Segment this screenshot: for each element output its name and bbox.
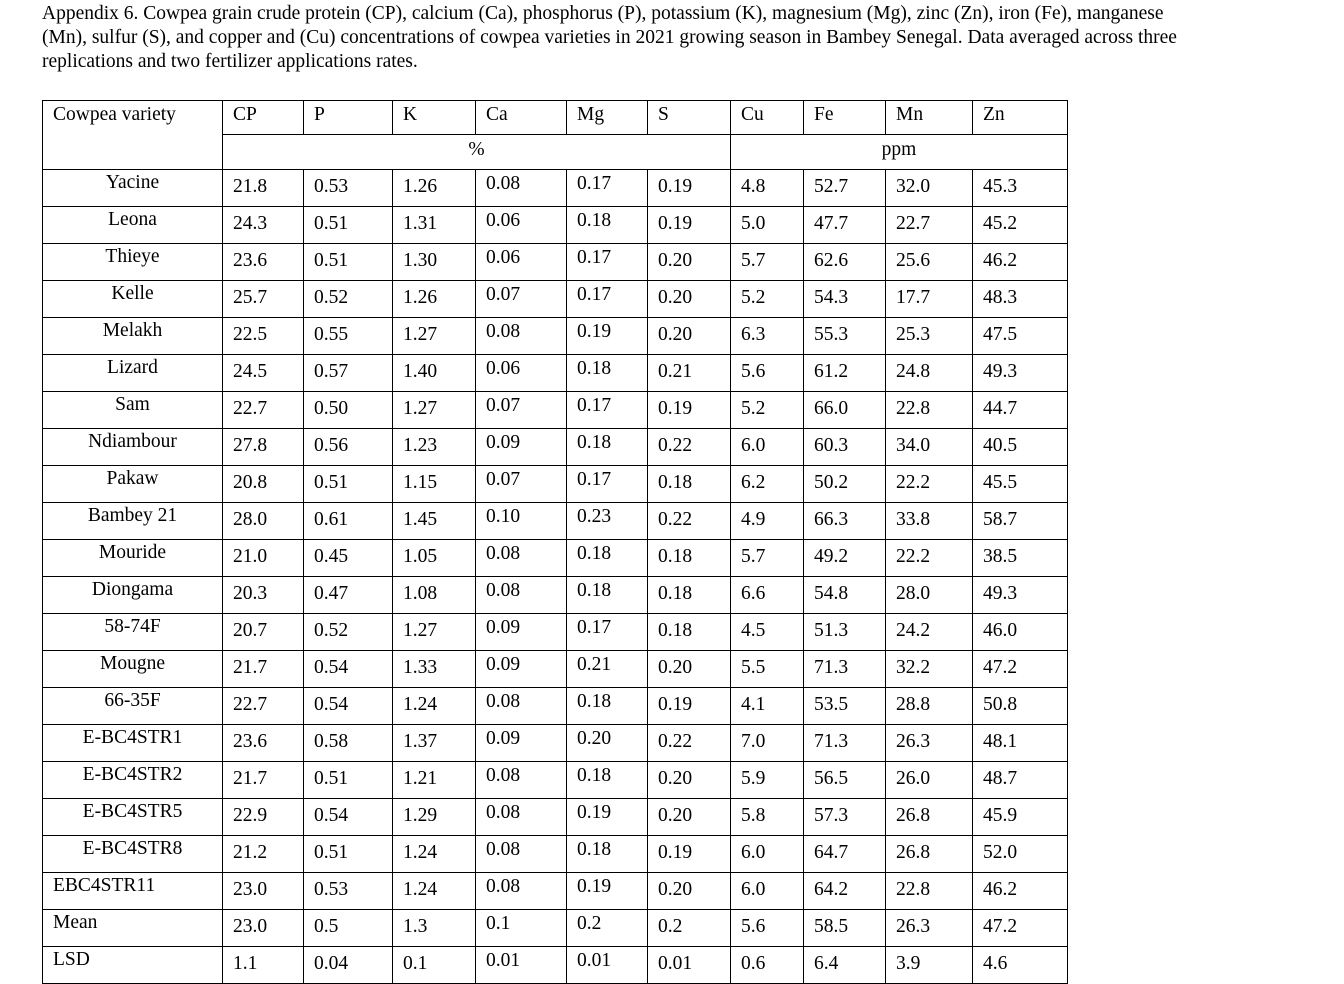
variety-cell: LSD xyxy=(43,947,223,984)
value-cell: 23.0 xyxy=(223,873,304,910)
value-cell: 0.08 xyxy=(476,799,567,836)
value-cell: 57.3 xyxy=(804,799,886,836)
value-cell: 22.5 xyxy=(223,318,304,355)
value-cell: 58.5 xyxy=(804,910,886,947)
table-row xyxy=(43,318,1068,355)
header-row xyxy=(43,101,1068,135)
value-cell: 0.22 xyxy=(648,503,731,540)
value-cell: 0.18 xyxy=(567,762,648,799)
value-cell: 25.3 xyxy=(886,318,973,355)
value-cell: 24.3 xyxy=(223,207,304,244)
table-row xyxy=(43,429,1068,466)
value-cell: 6.0 xyxy=(731,429,804,466)
variety-cell: Melakh xyxy=(43,318,223,355)
value-cell: 46.2 xyxy=(973,244,1068,281)
value-cell: 0.54 xyxy=(304,688,393,725)
value-cell: 0.17 xyxy=(567,614,648,651)
value-cell: 26.3 xyxy=(886,725,973,762)
value-cell: 0.18 xyxy=(567,207,648,244)
value-cell: 23.0 xyxy=(223,910,304,947)
value-cell: 21.0 xyxy=(223,540,304,577)
value-cell: 3.9 xyxy=(886,947,973,984)
table-row xyxy=(43,799,1068,836)
value-cell: 0.17 xyxy=(567,244,648,281)
value-cell: 0.17 xyxy=(567,392,648,429)
table-row xyxy=(43,651,1068,688)
value-cell: 56.5 xyxy=(804,762,886,799)
value-cell: 5.2 xyxy=(731,392,804,429)
value-cell: 1.30 xyxy=(393,244,476,281)
value-cell: 5.2 xyxy=(731,281,804,318)
value-cell: 52.7 xyxy=(804,170,886,207)
value-cell: 0.54 xyxy=(304,651,393,688)
variety-cell: Sam xyxy=(43,392,223,429)
value-cell: 51.3 xyxy=(804,614,886,651)
value-cell: 1.29 xyxy=(393,799,476,836)
value-cell: 0.19 xyxy=(648,836,731,873)
value-cell: 0.18 xyxy=(567,355,648,392)
value-cell: 0.20 xyxy=(648,244,731,281)
value-cell: 0.47 xyxy=(304,577,393,614)
column-header: Cu xyxy=(731,101,804,135)
variety-cell: EBC4STR11 xyxy=(43,873,223,910)
value-cell: 46.2 xyxy=(973,873,1068,910)
table-row xyxy=(43,873,1068,910)
table-row xyxy=(43,244,1068,281)
value-cell: 32.2 xyxy=(886,651,973,688)
value-cell: 5.8 xyxy=(731,799,804,836)
value-cell: 0.1 xyxy=(476,910,567,947)
value-cell: 60.3 xyxy=(804,429,886,466)
value-cell: 5.6 xyxy=(731,355,804,392)
value-cell: 66.3 xyxy=(804,503,886,540)
value-cell: 47.5 xyxy=(973,318,1068,355)
value-cell: 0.53 xyxy=(304,170,393,207)
value-cell: 22.7 xyxy=(223,392,304,429)
value-cell: 21.7 xyxy=(223,762,304,799)
value-cell: 1.24 xyxy=(393,873,476,910)
value-cell: 45.2 xyxy=(973,207,1068,244)
value-cell: 71.3 xyxy=(804,725,886,762)
value-cell: 1.26 xyxy=(393,170,476,207)
value-cell: 6.6 xyxy=(731,577,804,614)
value-cell: 0.08 xyxy=(476,577,567,614)
variety-cell: E-BC4STR5 xyxy=(43,799,223,836)
value-cell: 47.2 xyxy=(973,651,1068,688)
value-cell: 0.20 xyxy=(648,281,731,318)
value-cell: 0.51 xyxy=(304,207,393,244)
value-cell: 0.07 xyxy=(476,392,567,429)
value-cell: 64.7 xyxy=(804,836,886,873)
value-cell: 45.3 xyxy=(973,170,1068,207)
caption-line-1: Appendix 6. Cowpea grain crude protein (CP), calcium (Ca), phosphorus (P), potassium (K), magnesium (Mg), zinc (Zn), iron (Fe), manganese xyxy=(42,3,1164,24)
value-cell: 38.5 xyxy=(973,540,1068,577)
column-header: Mg xyxy=(567,101,648,135)
value-cell: 0.18 xyxy=(567,836,648,873)
value-cell: 0.07 xyxy=(476,281,567,318)
value-cell: 1.08 xyxy=(393,577,476,614)
value-cell: 45.5 xyxy=(973,466,1068,503)
variety-cell: Mouride xyxy=(43,540,223,577)
value-cell: 1.33 xyxy=(393,651,476,688)
value-cell: 44.7 xyxy=(973,392,1068,429)
value-cell: 33.8 xyxy=(886,503,973,540)
variety-cell: Pakaw xyxy=(43,466,223,503)
value-cell: 22.7 xyxy=(886,207,973,244)
value-cell: 54.3 xyxy=(804,281,886,318)
value-cell: 49.2 xyxy=(804,540,886,577)
value-cell: 0.52 xyxy=(304,281,393,318)
variety-cell: E-BC4STR2 xyxy=(43,762,223,799)
value-cell: 52.0 xyxy=(973,836,1068,873)
value-cell: 0.58 xyxy=(304,725,393,762)
nutrient-table xyxy=(42,100,1068,984)
value-cell: 0.08 xyxy=(476,540,567,577)
value-cell: 26.8 xyxy=(886,799,973,836)
value-cell: 0.08 xyxy=(476,170,567,207)
value-cell: 32.0 xyxy=(886,170,973,207)
value-cell: 0.51 xyxy=(304,244,393,281)
value-cell: 0.1 xyxy=(393,947,476,984)
column-header: Fe xyxy=(804,101,886,135)
value-cell: 5.9 xyxy=(731,762,804,799)
value-cell: 0.51 xyxy=(304,466,393,503)
value-cell: 22.2 xyxy=(886,466,973,503)
value-cell: 6.2 xyxy=(731,466,804,503)
value-cell: 0.08 xyxy=(476,688,567,725)
variety-cell: Mougne xyxy=(43,651,223,688)
value-cell: 0.53 xyxy=(304,873,393,910)
value-cell: 4.6 xyxy=(973,947,1068,984)
table-row xyxy=(43,725,1068,762)
value-cell: 6.4 xyxy=(804,947,886,984)
value-cell: 0.19 xyxy=(567,873,648,910)
value-cell: 5.7 xyxy=(731,540,804,577)
value-cell: 0.09 xyxy=(476,614,567,651)
value-cell: 61.2 xyxy=(804,355,886,392)
value-cell: 53.5 xyxy=(804,688,886,725)
column-header: Cowpea variety xyxy=(43,101,223,170)
value-cell: 23.6 xyxy=(223,244,304,281)
value-cell: 21.2 xyxy=(223,836,304,873)
variety-cell: 66-35F xyxy=(43,688,223,725)
value-cell: 71.3 xyxy=(804,651,886,688)
value-cell: 0.54 xyxy=(304,799,393,836)
value-cell: 0.19 xyxy=(648,170,731,207)
value-cell: 0.08 xyxy=(476,873,567,910)
value-cell: 6.0 xyxy=(731,873,804,910)
table-row xyxy=(43,355,1068,392)
value-cell: 0.51 xyxy=(304,836,393,873)
table-row xyxy=(43,540,1068,577)
value-cell: 48.7 xyxy=(973,762,1068,799)
value-cell: 0.18 xyxy=(567,577,648,614)
value-cell: 0.09 xyxy=(476,651,567,688)
value-cell: 0.51 xyxy=(304,762,393,799)
value-cell: 22.7 xyxy=(223,688,304,725)
variety-cell: Mean xyxy=(43,910,223,947)
column-header: Mn xyxy=(886,101,973,135)
table-row xyxy=(43,577,1068,614)
variety-cell: E-BC4STR8 xyxy=(43,836,223,873)
value-cell: 0.45 xyxy=(304,540,393,577)
value-cell: 0.22 xyxy=(648,429,731,466)
value-cell: 4.9 xyxy=(731,503,804,540)
value-cell: 0.18 xyxy=(567,429,648,466)
value-cell: 1.15 xyxy=(393,466,476,503)
value-cell: 26.3 xyxy=(886,910,973,947)
value-cell: 22.8 xyxy=(886,873,973,910)
value-cell: 34.0 xyxy=(886,429,973,466)
variety-cell: Diongama xyxy=(43,577,223,614)
value-cell: 1.1 xyxy=(223,947,304,984)
value-cell: 28.8 xyxy=(886,688,973,725)
value-cell: 49.3 xyxy=(973,577,1068,614)
value-cell: 20.3 xyxy=(223,577,304,614)
value-cell: 1.45 xyxy=(393,503,476,540)
value-cell: 6.3 xyxy=(731,318,804,355)
value-cell: 1.37 xyxy=(393,725,476,762)
value-cell: 0.50 xyxy=(304,392,393,429)
value-cell: 22.8 xyxy=(886,392,973,429)
table-row xyxy=(43,503,1068,540)
value-cell: 0.55 xyxy=(304,318,393,355)
value-cell: 22.9 xyxy=(223,799,304,836)
variety-cell: Thieye xyxy=(43,244,223,281)
value-cell: 1.3 xyxy=(393,910,476,947)
column-header: CP xyxy=(223,101,304,135)
value-cell: 0.04 xyxy=(304,947,393,984)
value-cell: 40.5 xyxy=(973,429,1068,466)
value-cell: 0.18 xyxy=(648,577,731,614)
table-row xyxy=(43,910,1068,947)
variety-cell: Leona xyxy=(43,207,223,244)
caption-line-2: (Mn), sulfur (S), and copper and (Cu) concentrations of cowpea varieties in 2021 growing season in Bambey Senegal. Data averaged across three xyxy=(42,27,1177,48)
table-row xyxy=(43,762,1068,799)
value-cell: 0.01 xyxy=(567,947,648,984)
value-cell: 26.8 xyxy=(886,836,973,873)
value-cell: 0.5 xyxy=(304,910,393,947)
value-cell: 62.6 xyxy=(804,244,886,281)
value-cell: 55.3 xyxy=(804,318,886,355)
value-cell: 0.19 xyxy=(648,688,731,725)
value-cell: 1.31 xyxy=(393,207,476,244)
value-cell: 20.8 xyxy=(223,466,304,503)
value-cell: 0.21 xyxy=(567,651,648,688)
variety-cell: Lizard xyxy=(43,355,223,392)
value-cell: 0.09 xyxy=(476,429,567,466)
value-cell: 48.1 xyxy=(973,725,1068,762)
value-cell: 0.20 xyxy=(648,651,731,688)
value-cell: 0.08 xyxy=(476,836,567,873)
value-cell: 0.6 xyxy=(731,947,804,984)
value-cell: 0.08 xyxy=(476,318,567,355)
value-cell: 1.05 xyxy=(393,540,476,577)
value-cell: 49.3 xyxy=(973,355,1068,392)
value-cell: 0.57 xyxy=(304,355,393,392)
value-cell: 25.6 xyxy=(886,244,973,281)
value-cell: 0.18 xyxy=(648,466,731,503)
value-cell: 1.21 xyxy=(393,762,476,799)
value-cell: 5.7 xyxy=(731,244,804,281)
value-cell: 0.18 xyxy=(567,540,648,577)
value-cell: 28.0 xyxy=(886,577,973,614)
value-cell: 45.9 xyxy=(973,799,1068,836)
value-cell: 4.1 xyxy=(731,688,804,725)
value-cell: 0.18 xyxy=(648,540,731,577)
value-cell: 0.18 xyxy=(648,614,731,651)
unit-percent: % xyxy=(223,135,731,170)
table-row xyxy=(43,281,1068,318)
value-cell: 7.0 xyxy=(731,725,804,762)
table-row xyxy=(43,836,1068,873)
value-cell: 1.24 xyxy=(393,836,476,873)
value-cell: 0.22 xyxy=(648,725,731,762)
value-cell: 50.8 xyxy=(973,688,1068,725)
value-cell: 23.6 xyxy=(223,725,304,762)
value-cell: 0.19 xyxy=(648,207,731,244)
value-cell: 47.2 xyxy=(973,910,1068,947)
value-cell: 0.19 xyxy=(567,318,648,355)
value-cell: 50.2 xyxy=(804,466,886,503)
value-cell: 27.8 xyxy=(223,429,304,466)
value-cell: 22.2 xyxy=(886,540,973,577)
table-row xyxy=(43,947,1068,984)
value-cell: 0.20 xyxy=(567,725,648,762)
value-cell: 1.26 xyxy=(393,281,476,318)
value-cell: 0.19 xyxy=(648,392,731,429)
value-cell: 1.27 xyxy=(393,614,476,651)
value-cell: 0.06 xyxy=(476,355,567,392)
table-caption xyxy=(42,2,1342,74)
value-cell: 1.24 xyxy=(393,688,476,725)
value-cell: 47.7 xyxy=(804,207,886,244)
value-cell: 0.09 xyxy=(476,725,567,762)
column-header: S xyxy=(648,101,731,135)
value-cell: 0.07 xyxy=(476,466,567,503)
variety-cell: Ndiambour xyxy=(43,429,223,466)
value-cell: 0.21 xyxy=(648,355,731,392)
value-cell: 0.61 xyxy=(304,503,393,540)
value-cell: 64.2 xyxy=(804,873,886,910)
value-cell: 0.20 xyxy=(648,873,731,910)
value-cell: 0.52 xyxy=(304,614,393,651)
value-cell: 0.06 xyxy=(476,244,567,281)
variety-cell: E-BC4STR1 xyxy=(43,725,223,762)
value-cell: 0.08 xyxy=(476,762,567,799)
value-cell: 17.7 xyxy=(886,281,973,318)
value-cell: 1.40 xyxy=(393,355,476,392)
value-cell: 0.01 xyxy=(476,947,567,984)
caption-line-3: replications and two fertilizer applications rates. xyxy=(42,51,418,72)
value-cell: 0.2 xyxy=(648,910,731,947)
value-cell: 5.0 xyxy=(731,207,804,244)
column-header: P xyxy=(304,101,393,135)
value-cell: 0.2 xyxy=(567,910,648,947)
value-cell: 46.0 xyxy=(973,614,1068,651)
value-cell: 4.8 xyxy=(731,170,804,207)
table-row xyxy=(43,614,1068,651)
value-cell: 0.20 xyxy=(648,762,731,799)
value-cell: 0.01 xyxy=(648,947,731,984)
value-cell: 0.06 xyxy=(476,207,567,244)
value-cell: 48.3 xyxy=(973,281,1068,318)
table-row xyxy=(43,170,1068,207)
table-row xyxy=(43,466,1068,503)
column-header: Zn xyxy=(973,101,1068,135)
value-cell: 20.7 xyxy=(223,614,304,651)
value-cell: 25.7 xyxy=(223,281,304,318)
unit-ppm: ppm xyxy=(731,135,1068,170)
value-cell: 0.20 xyxy=(648,799,731,836)
value-cell: 0.17 xyxy=(567,281,648,318)
value-cell: 0.23 xyxy=(567,503,648,540)
value-cell: 24.8 xyxy=(886,355,973,392)
column-header: K xyxy=(393,101,476,135)
value-cell: 0.19 xyxy=(567,799,648,836)
value-cell: 26.0 xyxy=(886,762,973,799)
variety-cell: Kelle xyxy=(43,281,223,318)
value-cell: 1.27 xyxy=(393,392,476,429)
value-cell: 0.10 xyxy=(476,503,567,540)
value-cell: 6.0 xyxy=(731,836,804,873)
value-cell: 21.8 xyxy=(223,170,304,207)
value-cell: 21.7 xyxy=(223,651,304,688)
table-row xyxy=(43,207,1068,244)
value-cell: 5.5 xyxy=(731,651,804,688)
column-header: Ca xyxy=(476,101,567,135)
value-cell: 54.8 xyxy=(804,577,886,614)
value-cell: 0.20 xyxy=(648,318,731,355)
variety-cell: Yacine xyxy=(43,170,223,207)
variety-cell: Bambey 21 xyxy=(43,503,223,540)
value-cell: 28.0 xyxy=(223,503,304,540)
value-cell: 66.0 xyxy=(804,392,886,429)
value-cell: 1.23 xyxy=(393,429,476,466)
value-cell: 5.6 xyxy=(731,910,804,947)
value-cell: 24.5 xyxy=(223,355,304,392)
value-cell: 1.27 xyxy=(393,318,476,355)
value-cell: 0.17 xyxy=(567,170,648,207)
table-row xyxy=(43,392,1068,429)
value-cell: 58.7 xyxy=(973,503,1068,540)
value-cell: 0.56 xyxy=(304,429,393,466)
value-cell: 24.2 xyxy=(886,614,973,651)
table-row xyxy=(43,688,1068,725)
value-cell: 0.18 xyxy=(567,688,648,725)
variety-cell: 58-74F xyxy=(43,614,223,651)
value-cell: 4.5 xyxy=(731,614,804,651)
value-cell: 0.17 xyxy=(567,466,648,503)
